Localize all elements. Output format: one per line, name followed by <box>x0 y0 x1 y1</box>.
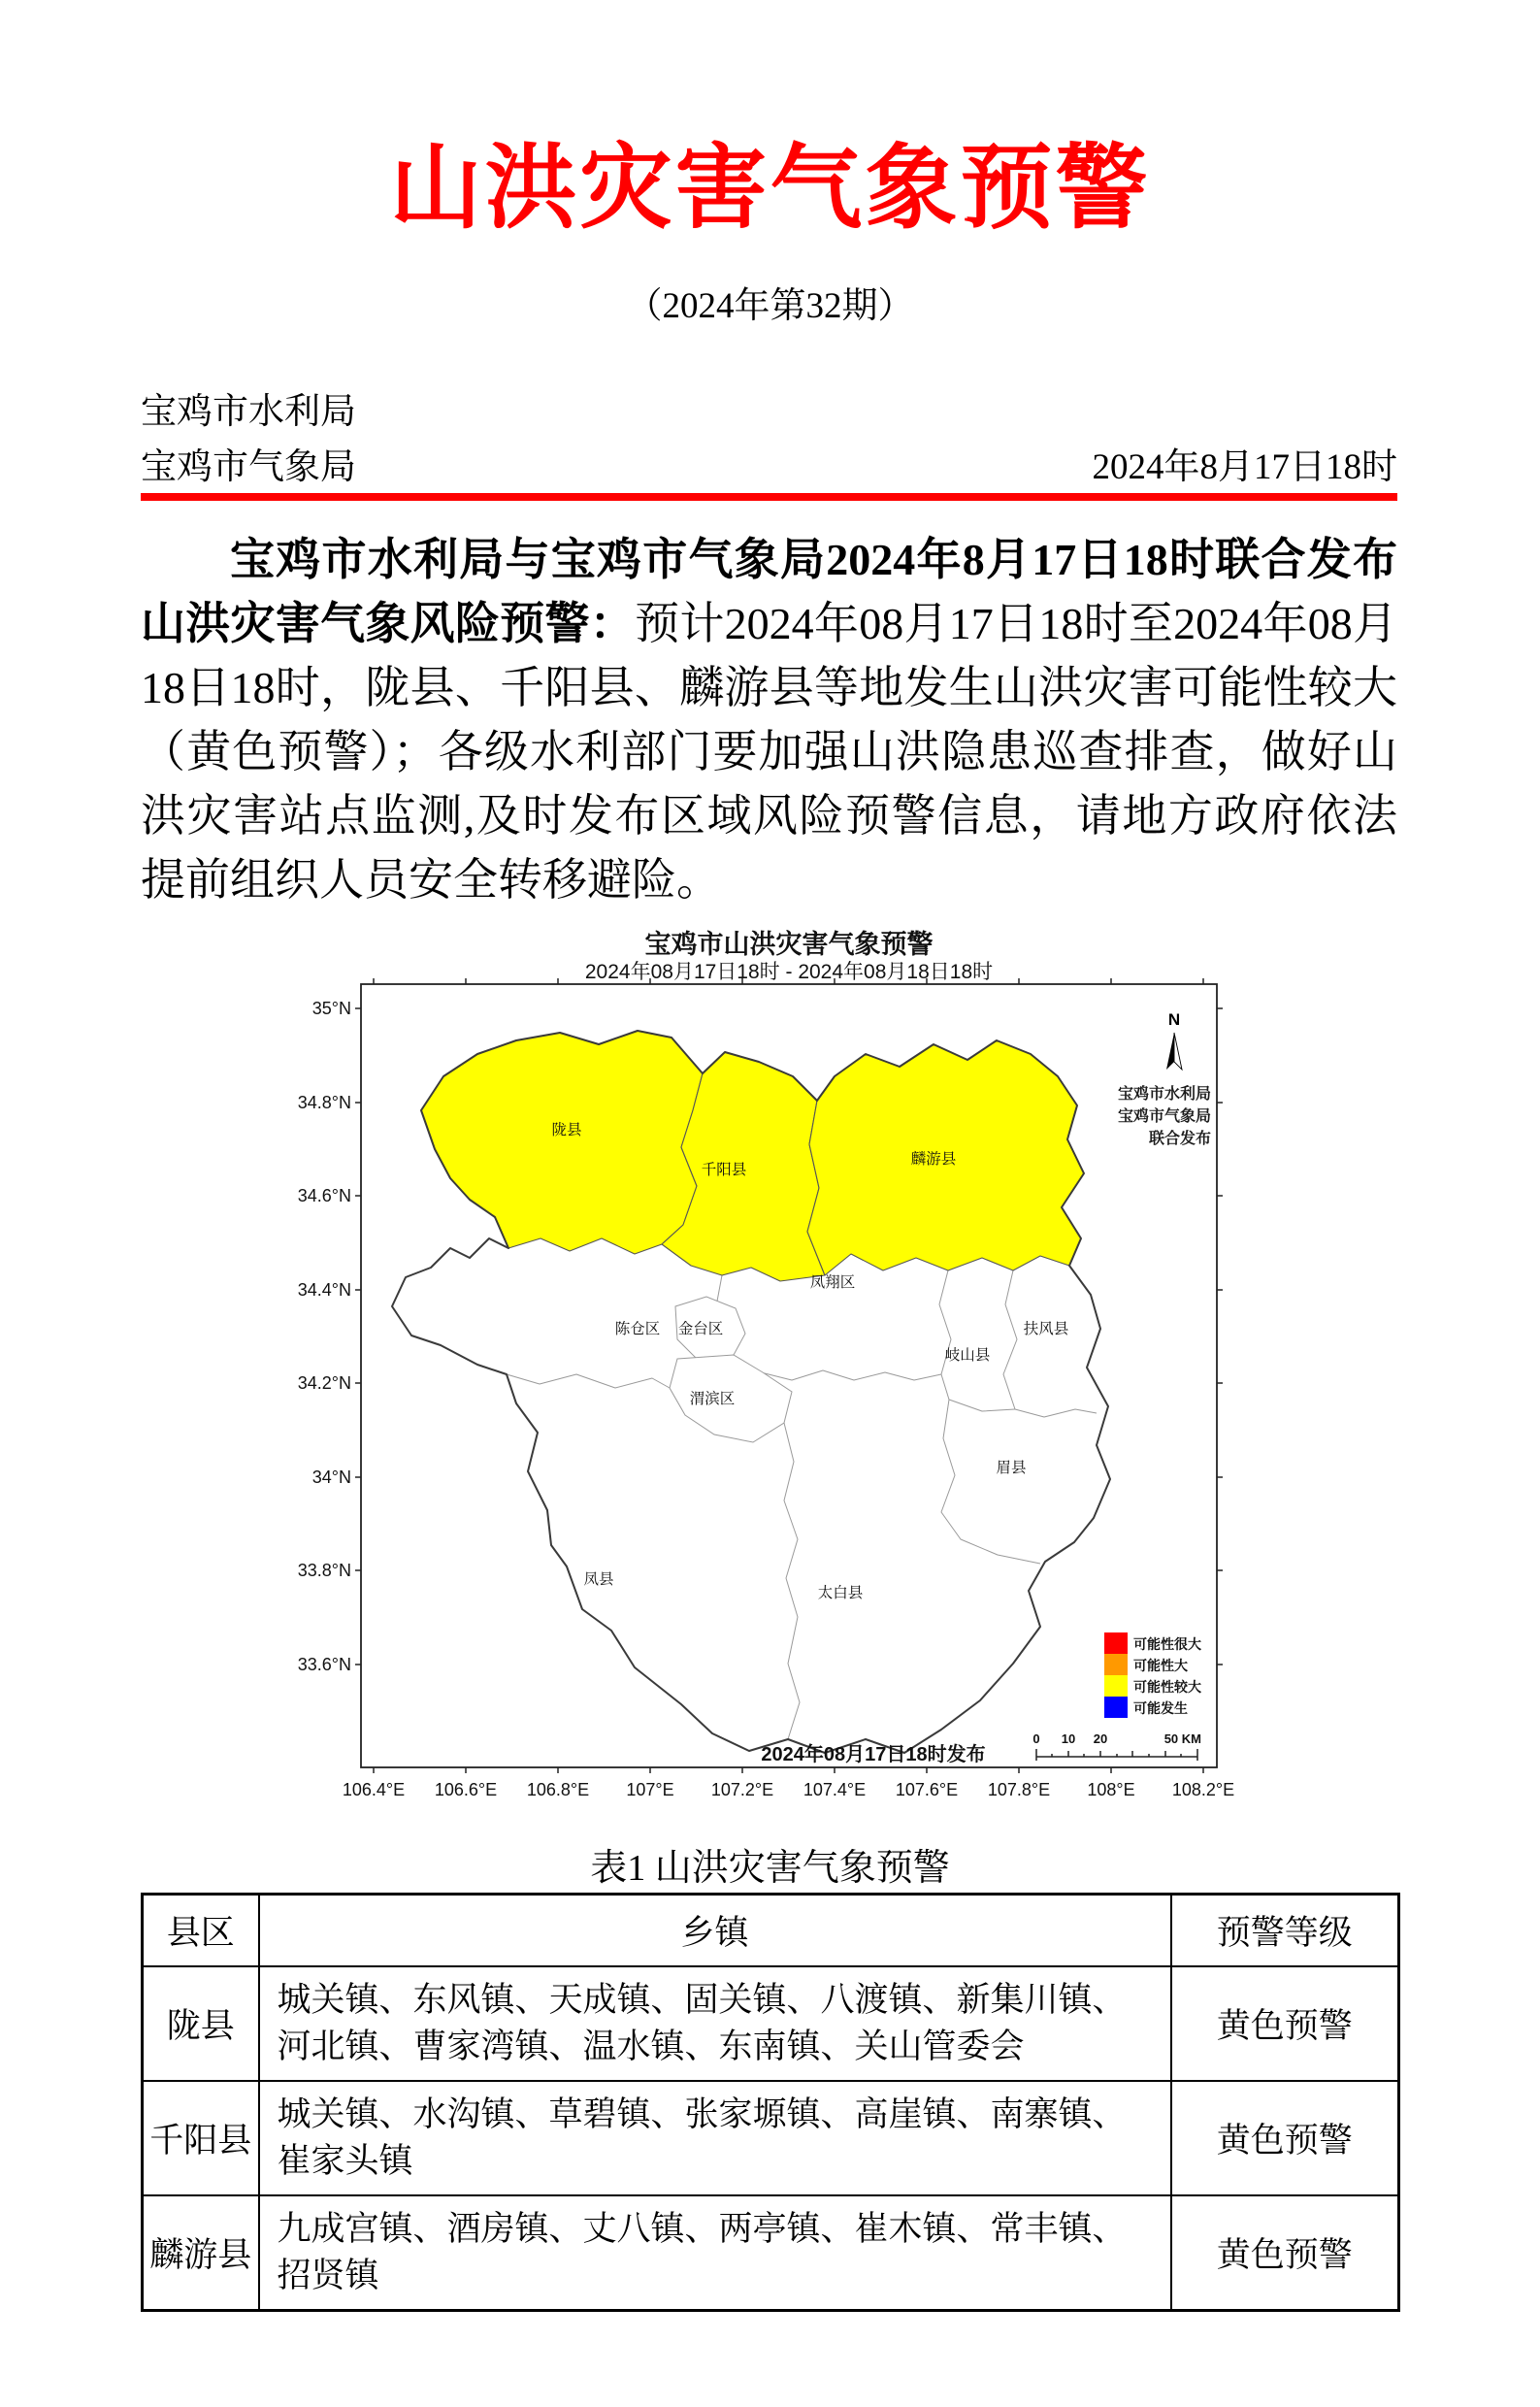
agency-water: 宝鸡市水利局 <box>141 392 356 432</box>
x-tick-label: 106.8°E <box>526 1780 590 1799</box>
issue-datetime: 2024年8月17日18时 <box>1092 447 1397 487</box>
legend-label: 可能性较大 <box>1133 1679 1201 1695</box>
table-cell-county: 千阳县 <box>143 2081 259 2195</box>
table-cell-county: 陇县 <box>143 1966 259 2081</box>
x-tick-label: 106.4°E <box>342 1780 406 1799</box>
region-label-normal: 凤翔区 <box>809 1274 856 1291</box>
scale-label: 10 <box>1061 1731 1076 1746</box>
table-caption: 表1 山洪灾害气象预警 <box>590 1848 950 1889</box>
table-cell-county: 麟游县 <box>143 2195 259 2311</box>
x-tick-label: 108.2°E <box>1171 1780 1235 1799</box>
scale-bar-labels <box>1032 1731 1201 1746</box>
y-tick-label: 34.4°N <box>297 1280 351 1300</box>
scale-bar <box>1032 1731 1201 1761</box>
scale-end-label: 50 KM <box>1163 1731 1201 1746</box>
north-arrow-label: N <box>1167 1010 1181 1029</box>
north-arrow <box>1166 1010 1182 1070</box>
y-tick-label: 33.8°N <box>297 1561 351 1580</box>
legend-swatch <box>1104 1654 1128 1675</box>
region-label-normal: 陈仓区 <box>614 1321 661 1337</box>
region-label-normal: 凤县 <box>583 1571 614 1588</box>
y-tick-label: 34.8°N <box>297 1093 351 1112</box>
table-header-cell: 乡镇 <box>259 1895 1171 1967</box>
legend-label: 可能发生 <box>1133 1700 1188 1716</box>
map-credit-3: 联合发布 <box>1148 1131 1211 1147</box>
map-subtitle: 2024年08月17日18时 - 2024年08月18日18时 <box>584 961 994 983</box>
map-title: 宝鸡市山洪灾害气象预警 <box>644 930 934 959</box>
region-label-normal: 岐山县 <box>944 1347 991 1364</box>
scale-label: 20 <box>1093 1731 1108 1746</box>
paragraph-rest: 预计2024年08月17日18时至2024年08月18日18时，陇县、千阳县、麟游县等地发生山洪灾害可能性较大（黄色预警）；各级水利部门要加强山洪隐患巡查排查，做好山洪灾害站点监测,及时发布区域风险预警信息，请地方政府依法提前组织人员安全转移避险。 <box>141 599 1398 905</box>
x-tick-label: 108°E <box>1087 1780 1135 1799</box>
x-tick-label: 107.8°E <box>987 1780 1051 1799</box>
x-tick-label: 107.6°E <box>895 1780 959 1799</box>
table-cell-level: 黄色预警 <box>1171 2195 1399 2311</box>
page-title: 山洪灾害气象预警 <box>389 137 1151 240</box>
agency-meteo: 宝鸡市气象局 <box>141 447 356 487</box>
paragraph-lead: 宝鸡市水利局与宝鸡市气象局2024年8月17日18时联合发布山洪灾害气象风险预警： <box>141 535 1397 648</box>
region-label-warned: 陇县 <box>551 1122 582 1138</box>
scale-bar-ruler <box>1036 1749 1197 1761</box>
table-header-cell: 预警等级 <box>1171 1895 1399 1967</box>
north-arrow-icon <box>1174 1033 1182 1070</box>
table-header-row <box>143 1895 1399 1967</box>
region-label-warned: 麟游县 <box>910 1151 957 1168</box>
legend-label: 可能性大 <box>1133 1658 1188 1673</box>
legend-swatch <box>1104 1675 1128 1697</box>
map-credit-1: 宝鸡市水利局 <box>1117 1086 1211 1103</box>
table-cell-level: 黄色预警 <box>1171 2081 1399 2195</box>
table-row <box>143 1966 1399 2081</box>
map-canvas <box>392 1010 1211 1765</box>
y-tick-label: 34.2°N <box>297 1373 351 1393</box>
legend-swatch <box>1104 1697 1128 1718</box>
y-tick-label: 34.6°N <box>297 1186 351 1205</box>
table-row <box>143 2195 1399 2311</box>
north-arrow-icon <box>1166 1033 1174 1070</box>
table-cell-townships: 城关镇、水沟镇、草碧镇、张家塬镇、高崖镇、南寨镇、崔家头镇 <box>259 2081 1171 2195</box>
table-cell-townships: 九成宫镇、酒房镇、丈八镇、两亭镇、崔木镇、常丰镇、招贤镇 <box>259 2195 1171 2311</box>
region-label-warned: 千阳县 <box>701 1162 747 1178</box>
map-issued-note: 2024年08月17日18时发布 <box>761 1744 986 1765</box>
table-cell-townships: 城关镇、东风镇、天成镇、固关镇、八渡镇、新集川镇、河北镇、曹家湾镇、温水镇、东南镇、关山管委会 <box>259 1966 1171 2081</box>
map-credit-2: 宝鸡市气象局 <box>1117 1108 1211 1125</box>
y-tick-label: 34°N <box>311 1467 351 1487</box>
warning-table <box>141 1893 1400 2312</box>
table-header-cell: 县区 <box>143 1895 259 1967</box>
body-paragraph <box>141 528 1397 912</box>
x-tick-label: 106.6°E <box>434 1780 498 1799</box>
region-label-normal: 太白县 <box>817 1585 864 1601</box>
table-cell-level: 黄色预警 <box>1171 1966 1399 2081</box>
table-row <box>143 2081 1399 2195</box>
x-tick-label: 107.4°E <box>803 1780 867 1799</box>
y-tick-label: 33.6°N <box>297 1655 351 1674</box>
region-label-normal: 渭滨区 <box>689 1391 736 1407</box>
region-label-normal: 眉县 <box>996 1460 1027 1476</box>
legend-swatch <box>1104 1632 1128 1654</box>
region-label-normal: 扶风县 <box>1023 1321 1069 1337</box>
issue-number: （2024年第32期） <box>626 286 914 326</box>
x-tick-label: 107.2°E <box>710 1780 774 1799</box>
agency-block <box>141 384 1397 495</box>
scale-label: 0 <box>1032 1731 1040 1746</box>
legend-label: 可能性很大 <box>1133 1636 1201 1652</box>
x-tick-label: 107°E <box>626 1780 674 1799</box>
region-label-normal: 金台区 <box>677 1321 724 1337</box>
map-legend <box>1104 1632 1201 1718</box>
red-divider <box>141 493 1397 501</box>
warning-map <box>291 918 1252 1819</box>
y-tick-label: 35°N <box>311 999 351 1018</box>
